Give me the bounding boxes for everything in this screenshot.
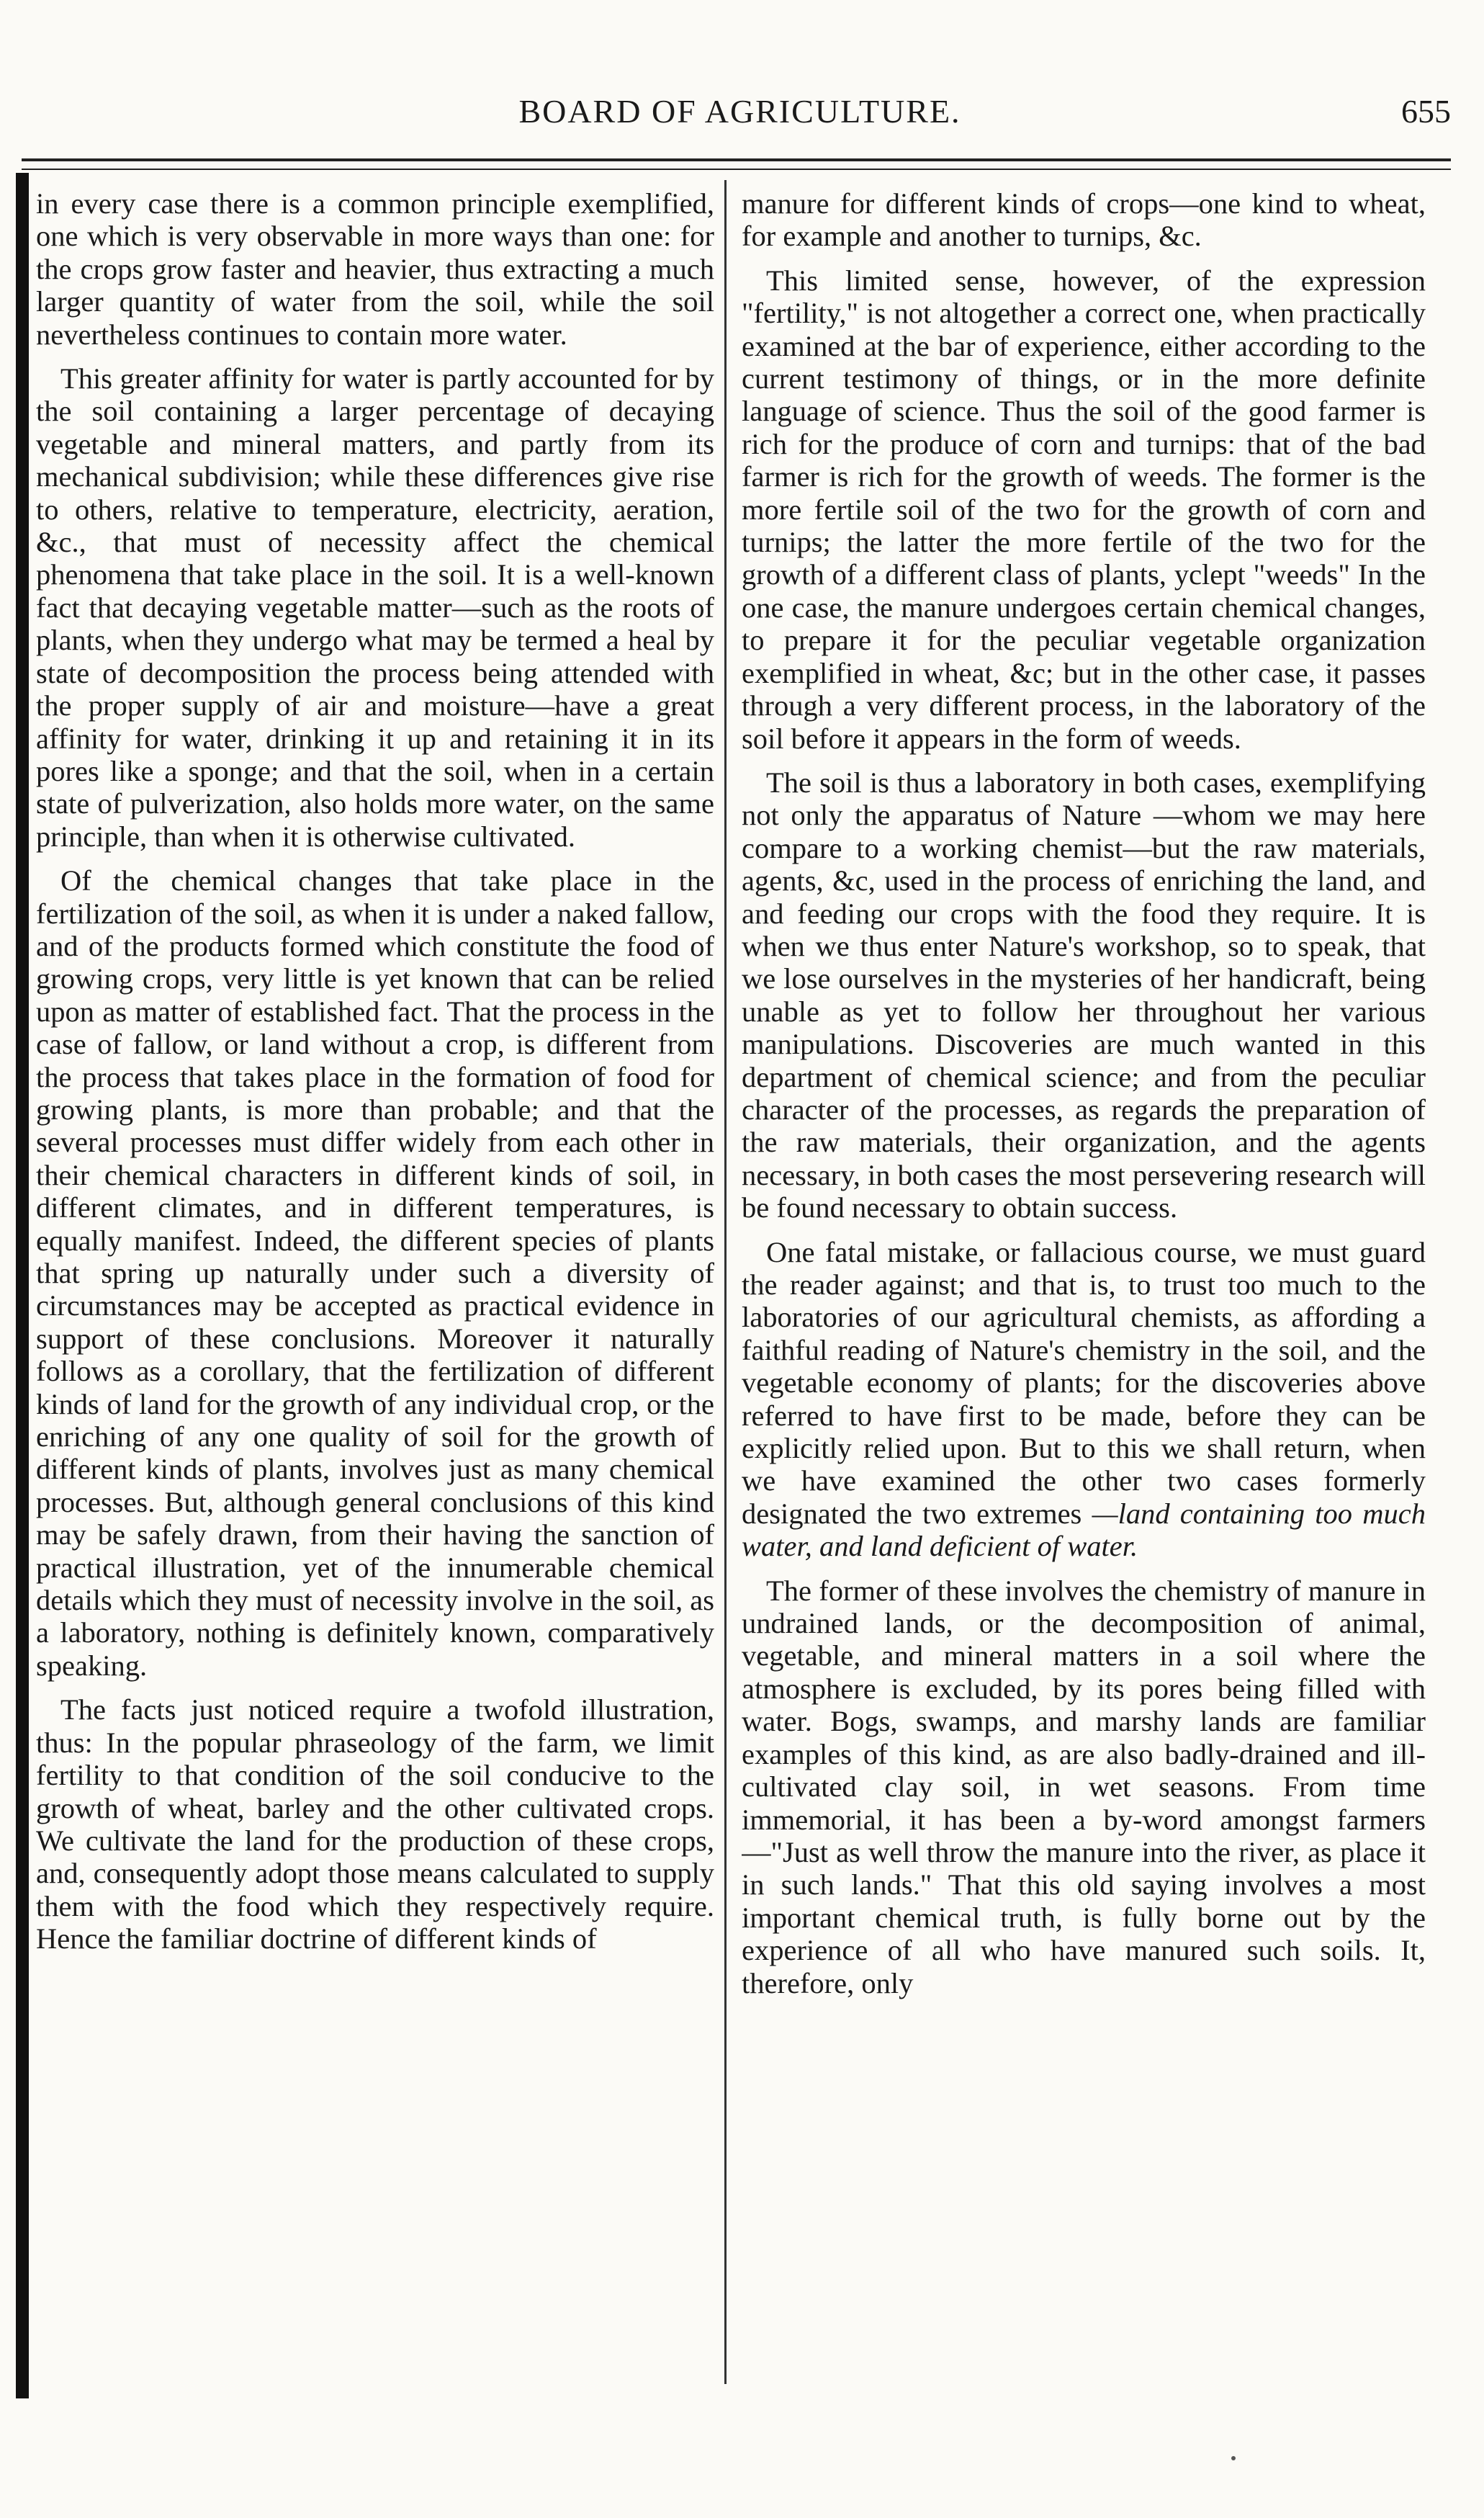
italic-phrase: —land containing too much water, and land deficient of water. [742,1497,1426,1563]
paragraph: Of the chemical changes that take place in the fertilization of the soil, as when it is under a naked fallow, and of the products formed which constitute the food of growing crops, very little is yet known that can be relied upon as matter of established fact. That the process in the case of fallow, or land without a crop, is different from the process that takes place in the formation of food for growing plants, is more than probable; and that the several processes must differ widely from each other in their chemical characters in different kinds of soil, in different climates, and in different temperatures, is equally manifest. Indeed, the different species of plants that spring up naturally under such a diversity of circumstances may be accepted as practical evidence in support of these conclusions. Moreover it naturally follows as a corollary, that the fertilization of different kinds of land for the growth of any individual crop, or the enriching of any one quality of soil for the growth of different kinds of plants, involves just as many chemical processes. But, although general conclusions of this kind may be safely drawn, from their having the sanction of practical illustration, yet of the innumerable chemical details which they must of necessity involve in the soil, as a laboratory, nothing is definitely known, comparatively speaking. [36,864,714,1682]
header-title: BOARD OF AGRICULTURE. [518,93,961,130]
paragraph: This limited sense, however, of the expression "fertility," is not altogether a correct one, when practically examined at the bar of experience, either according to the current testimony of things, or in the more definite language of science. Thus the soil of the good farmer is rich for the produce of corn and turnips: that of the bad farmer is rich for the growth of weeds. The former is the more fertile soil of the two for the growth of corn and turnips; the latter the more fertile of the two for the growth of a different class of plants, yclept "weeds" In the one case, the manure undergoes certain chemical changes, to prepare it for the peculiar vegetable organization exemplified in wheat, &c; but in the other case, it passes through a very different process, in the laboratory of the soil before it appears in the form of weeds. [742,264,1426,755]
paragraph: The facts just noticed require a twofold illustration, thus: In the popular phraseology of the farm, we limit fertility to that condition of the soil conducive to the growth of wheat, barley and the other cultivated crops. We cultivate the land for the production of these crops, and, consequently adopt those means calculated to supply them with the food which they respectively require. Hence the familiar doctrine of different kinds of [36,1693,714,1955]
column-divider [724,180,727,2384]
paragraph [742,1236,1426,1563]
paragraph: This greater affinity for water is partly accounted for by the soil containing a larger percentage of decaying vegetable and mineral matters, and partly from its mechanical subdivision; while these differences give rise to others, relative to temperature, electricity, aeration, &c., that must of necessity affect the chemical phenomena that take place in the soil. It is a well-known fact that decaying vegetable matter—such as the roots of plants, when they undergo what may be termed a heal by state of decomposition the process being attended with the proper supply of air and moisture—have a great affinity for water, drinking it up and retaining it in its pores like a sponge; and that the soil, when in a certain state of pulverization, also holds more water, on the same principle, than when it is otherwise cultivated. [36,362,714,853]
paragraph: The former of these involves the chemistry of manure in undrained lands, or the decomposition of animal, vegetable, and mineral matters in a soil where the atmosphere is excluded, by its pores being filled with water. Bogs, swamps, and marshy lands are familiar examples of this kind, as are also badly-drained and ill-cultivated clay soil, in wet seasons. From time immemorial, it has been a by-word amongst farmers—"Just as well throw the manure into the river, as place it in such lands." That this old saying involves a most important chemical truth, is fully borne out by the experience of all who have manured such soils. It, therefore, only [742,1574,1426,1999]
stray-mark [1231,2456,1236,2460]
page-number: 655 [1401,93,1451,130]
right-column [742,187,1426,2391]
header-rule [22,158,1451,170]
paragraph: manure for different kinds of crops—one kind to wheat, for example and another to turnips, &c. [742,187,1426,253]
binding-edge [16,173,29,2398]
left-column [36,187,714,2391]
paragraph: in every case there is a common principle exemplified, one which is very observable in more ways than one: for the crops grow faster and heavier, thus extracting a much larger quantity of water from the soil, while the soil nevertheless continues to contain more water. [36,187,714,351]
running-header [29,92,1451,150]
paragraph: The soil is thus a laboratory in both cases, exemplifying not only the apparatus of Nature —whom we may here compare to a working chemist—but the raw materials, agents, &c, used in the process of enriching the land, and and feeding our crops with the food they require. It is when we thus enter Nature's workshop, so to speak, that we lose ourselves in the mysteries of her handicraft, being unable as yet to follow her throughout her various manipulations. Discoveries are much wanted in this department of chemical science; and from the peculiar character of the processes, as regards the preparation of the raw materials, their organization, and the agents necessary, in both cases the most persevering research will be found necessary to obtain success. [742,766,1426,1224]
paragraph-text: One fatal mistake, or fallacious course, we must guard the reader against; and that is, to trust too much to the laboratories of our agricultural chemists, as affording a faithful reading of Nature's chemistry in the soil, and the vegetable economy of plants; for the discoveries above referred to have first to be made, before they can be explicitly relied upon. But to this we shall return, when we have examined the other two cases formerly designated the two extremes [742,1235,1426,1530]
